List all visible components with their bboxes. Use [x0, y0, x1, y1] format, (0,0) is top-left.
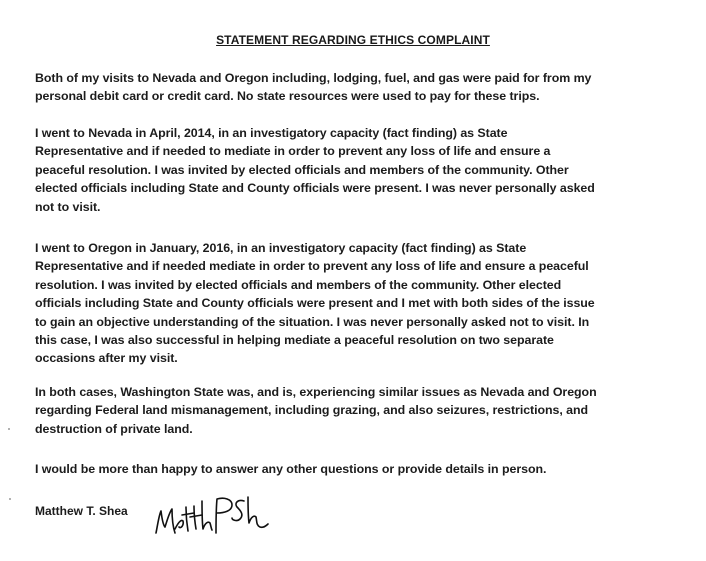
paragraph-line: Representative and if needed to mediate in order to prevent any loss of life and ensure a: [35, 144, 551, 159]
paragraph-line: Both of my visits to Nevada and Oregon including, lodging, fuel, and gas were paid for from my: [35, 71, 592, 85]
paragraph-payment: [35, 69, 675, 106]
paragraph-line: officials including State and County officials were present and I met with both sides of the issue: [35, 296, 595, 311]
paragraph-line: occasions after my visit.: [35, 351, 178, 366]
paragraph-nevada-visit: [35, 124, 675, 216]
paragraph-line: regarding Federal land mismanagement, including grazing, and also seizures, restrictions, and: [35, 403, 589, 418]
paragraph-line: not to visit.: [35, 199, 101, 214]
signer-name: Matthew T. Shea: [35, 504, 128, 518]
paragraph-line: In both cases, Washington State was, and is, experiencing similar issues as Nevada and Oregon: [35, 385, 597, 399]
paragraph-line: to gain an objective understanding of the situation. I was never personally asked not to visit. In: [35, 314, 590, 329]
paragraph-washington-issues: [35, 383, 675, 438]
paragraph-line: peaceful resolution. I was invited by elected officials and members of the community. Other: [35, 162, 569, 177]
paragraph-line: I would be more than happy to answer any other questions or provide details in person.: [35, 462, 547, 476]
document-title: STATEMENT REGARDING ETHICS COMPLAINT: [216, 33, 490, 47]
paragraph-line: destruction of private land.: [35, 421, 193, 436]
paragraph-line: personal debit card or credit card. No state resources were used to pay for these trips.: [35, 89, 540, 104]
paragraph-line: resolution. I was invited by elected officials and members of the community. Other elected: [35, 277, 562, 292]
paragraph-line: I went to Nevada in April, 2014, in an investigatory capacity (fact finding) as State: [35, 126, 508, 140]
paragraph-line: Representative and if needed mediate in order to prevent any loss of life and ensure a peaceful: [35, 259, 589, 274]
scan-speck: [9, 498, 11, 500]
scan-speck: [8, 428, 10, 430]
paragraph-line: elected officials including State and County officials were present. I was never personally asked: [35, 181, 595, 196]
paragraph-line: this case, I was also successful in helping mediate a peaceful resolution on two separate: [35, 333, 554, 348]
paragraph-line: I went to Oregon in January, 2016, in an investigatory capacity (fact finding) as State: [35, 241, 527, 255]
paragraph-oregon-visit: [35, 239, 675, 368]
handwritten-signature-icon: [150, 493, 270, 543]
paragraph-closing: [35, 460, 675, 478]
